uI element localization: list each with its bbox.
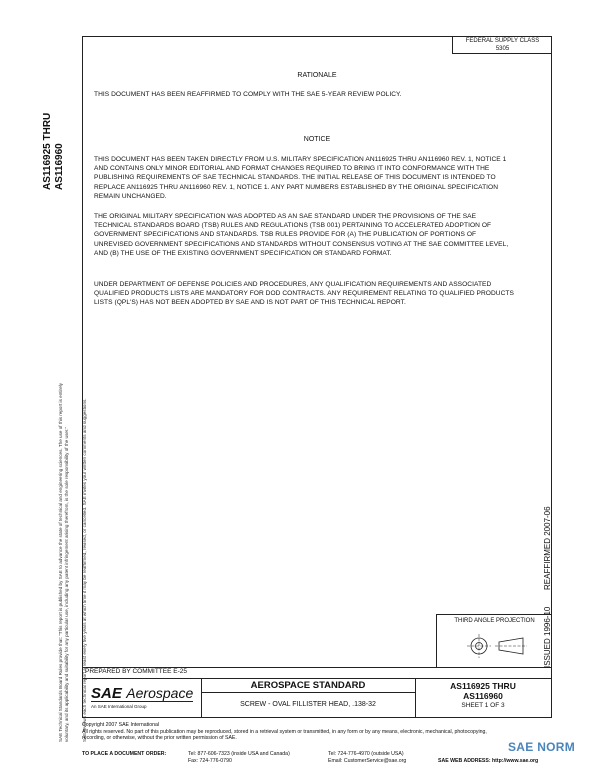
disclaimer-line3: SAE reviews each technical report at least every five years at which time it may be reaffirmed, revised, or cancelled. SAE invites your written comments and suggestions. [82, 398, 88, 742]
prepared-by: PREPARED BY COMMITTEE E-25 [82, 668, 552, 678]
logo-subtitle: An SAE International Group [91, 704, 147, 709]
rights-text: All rights reserved. No part of this publication may be reproduced, stored in a retrieval system or transmitted, in any form or by any means, electronic, mechanical, photocopying, [82, 728, 487, 735]
rationale-heading: RATIONALE [297, 72, 337, 79]
order-fax: Fax: 724-776-0790 [188, 758, 232, 764]
doc-number-line2: AS116960 [463, 691, 503, 701]
order-tel-1: Tel: 877-606-7323 (inside USA and Canada) [188, 751, 290, 757]
fsc-label: FEDERAL SUPPLY CLASS [465, 38, 540, 44]
standard-type: AEROSPACE STANDARD [201, 679, 415, 693]
side-title-line1: AS116925 THRU [42, 112, 53, 190]
title-middle [201, 679, 416, 717]
projection-label: THIRD ANGLE PROJECTION [454, 618, 535, 624]
web-address: SAE WEB ADDRESS: http://www.sae.org [438, 758, 539, 764]
disclaimer-line2: voluntary, and its applicability and suitability for any particular use, including any patent infringement arising therefrom, is the sole responsibility of the user." [64, 426, 70, 742]
doc-number-line1: AS116925 THRU [450, 681, 516, 691]
notice-paragraph-2: THE ORIGINAL MILITARY SPECIFICATION WAS ADOPTED AS AN SAE STANDARD UNDER THE PROVISIONS OF THE SAE TECHNICAL STANDARDS BOARD (TSB) RULES AND REGULATIONS (TSB 001) PERTAINING TO ACCELERATED ADOPTION OF GOVERNMENT SPECIFICATIONS AND STANDARDS. TSB RULES PROVIDE FOR (A) THE PUBLICATION OF PORTIONS OF UNREVISED GOVERNMENT SPECIFICATIONS AND STANDARDS WITHOUT CONSENSUS VOTING AT THE SAE COMMITTEE LEVEL, AND (B) THE USE OF THE EXISTING GOVERNMENT SPECIFICATION OR STANDARD FORMAT. [94, 213, 509, 257]
order-label: TO PLACE A DOCUMENT ORDER: [82, 751, 167, 757]
projection-symbol-icon [437, 624, 551, 664]
notice-paragraph-1: THIS DOCUMENT HAS BEEN TAKEN DIRECTLY FROM U.S. MILITARY SPECIFICATION AN116925 THRU AN116960 REV. 1, NOTICE 1 AND CONTAINS ONLY MINOR EDITORIAL AND FORMAT CHANGES REQUIRED TO BRING IT INTO CONFORMANCE WITH THE PUBLISHING REQUIREMENTS OF SAE TECHNICAL STANDARDS. THE INITIAL RELEASE OF THIS DOCUMENT IS INTENDED TO REPLACE AN116925 THRU AN116960 REV. 1, NOTICE 1. ANY PART NUMBERS ESTABLISHED BY THE ORIGINAL SPECIFICATION REMAIN UNCHANGED. [94, 156, 507, 200]
order-tel-2: Tel: 724-776-4970 (outside USA) [328, 751, 404, 757]
watermark: SAE NORM [508, 740, 576, 754]
copyright: Copyright 2007 SAE International [82, 722, 159, 728]
federal-supply-class-box [452, 36, 552, 54]
rights-text-2: recording, or otherwise, without the prior written permission of SAE. [82, 735, 237, 741]
footer [82, 722, 552, 742]
rationale-text: THIS DOCUMENT HAS BEEN REAFFIRMED TO COMPLY WITH THE SAE 5-YEAR REVIEW POLICY. [94, 91, 402, 98]
title-block [82, 678, 552, 718]
sae-aerospace-logo [83, 679, 202, 717]
fsc-value: 5305 [495, 46, 510, 52]
document-title: SCREW - OVAL FILLISTER HEAD, .138-32 [240, 701, 376, 708]
notice-paragraph-3: UNDER DEPARTMENT OF DEFENSE POLICIES AND PROCEDURES, ANY QUALIFICATION REQUIREMENTS AND ASSOCIATED QUALIFIED PRODUCTS LISTS ARE MANDATORY FOR DOD CONTRACTS. ANY REQUIREMENT RELATING TO QUALIFIED PRODUCTS LISTS (QPL'S) HAS NOT BEEN ADOPTED BY SAE AND IS NOT PART OF THIS TECHNICAL REPORT. [94, 281, 514, 307]
disclaimer-line1: SAE Technical Standards Board Rules provide that: "This report is published by SAE to advance the state of technical and engineering sciences. The use of this report is entirely [58, 383, 63, 742]
order-email: Email: CustomerService@sae.org [328, 758, 407, 764]
side-title-line2: AS116960 [54, 143, 65, 190]
logo-sae: SAE [91, 685, 122, 702]
notice-heading: NOTICE [303, 136, 331, 143]
third-angle-projection-box [436, 614, 552, 668]
sheet-number: SHEET 1 OF 3 [461, 702, 505, 709]
title-right [415, 679, 551, 717]
logo-aerospace: Aerospace [126, 685, 194, 701]
document-frame [82, 36, 552, 668]
